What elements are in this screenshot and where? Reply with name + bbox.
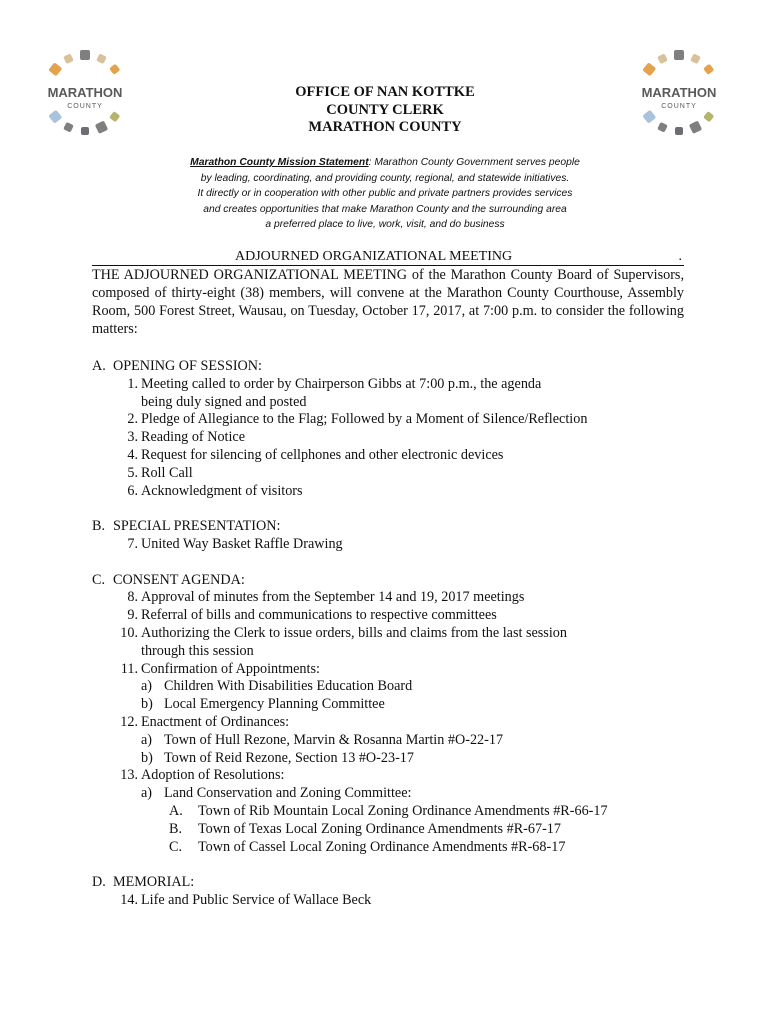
agenda-item — [92, 767, 692, 785]
item-number: 13. — [120, 767, 138, 784]
item-text: Acknowledgment of visitors — [141, 482, 303, 499]
section-title — [92, 358, 692, 376]
office-header — [0, 84, 770, 137]
section-memorial — [92, 874, 692, 910]
item-text: Reading of Notice — [141, 429, 246, 446]
header-county: MARATHON COUNTY — [308, 119, 462, 135]
section-opening — [92, 358, 692, 500]
agenda-item — [92, 411, 692, 429]
item-text: Referral of bills and communications to respective committees — [141, 607, 497, 624]
section-heading: SPECIAL PRESENTATION: — [113, 518, 281, 535]
meeting-title-period: . — [678, 249, 682, 264]
subsubitem-text: Town of Texas Local Zoning Ordinance Amendments #R-67-17 — [198, 820, 561, 837]
agenda-subsubitem — [92, 821, 692, 839]
section-letter: D. — [92, 874, 106, 891]
logo-tile — [642, 62, 656, 76]
agenda-item-continuation — [92, 643, 692, 661]
item-text: Approval of minutes from the September 14 and 19, 2017 meetings — [141, 589, 525, 606]
item-text: being duly signed and posted — [141, 393, 307, 410]
mission-line-5: a preferred place to live, work, visit, and do business — [265, 219, 505, 231]
subitem-letter: b) — [141, 749, 153, 766]
agenda-item — [92, 607, 692, 625]
agenda-item — [92, 429, 692, 447]
agenda-subitem — [92, 785, 692, 803]
mission-line-1: : Marathon County Government serves people — [368, 157, 580, 168]
item-number: 1. — [127, 375, 138, 392]
subitem-letter: a) — [141, 731, 153, 748]
subitem-text: Town of Hull Rezone, Marvin & Rosanna Martin #O-22-17 — [164, 731, 504, 748]
logo-name: MARATHON — [641, 85, 717, 100]
item-number: 12. — [120, 713, 138, 730]
item-number: 14. — [120, 891, 138, 908]
item-text: United Way Basket Raffle Drawing — [141, 535, 343, 552]
item-text: Confirmation of Appointments: — [141, 660, 320, 677]
subitem-text: Town of Reid Rezone, Section 13 #O-23-17 — [164, 749, 414, 766]
logo-tile — [674, 50, 684, 60]
logo-tile — [80, 50, 90, 60]
section-heading: MEMORIAL: — [113, 874, 195, 891]
section-consent-agenda — [92, 572, 692, 857]
item-text: Roll Call — [141, 464, 193, 481]
logo-tile — [109, 64, 120, 75]
agenda-item — [92, 483, 692, 501]
subsubitem-letter: B. — [169, 820, 183, 837]
agenda-item — [92, 465, 692, 483]
meeting-intro: THE ADJOURNED ORGANIZATIONAL MEETING of the Marathon County Board of Supervisors, composed of thirty-eight (38) members, will convene at the Marathon County Courthouse, Assembly Room, 500 Forest Street, Wausau, on Tuesday, October 17, 2017, at 7:00 p.m. to consider the following matters: — [92, 267, 684, 337]
mission-line-2: by leading, coordinating, and providing county, regional, and statewide initiatives. — [200, 172, 570, 184]
section-title — [92, 874, 692, 892]
header-office: OFFICE OF NAN KOTTKE — [295, 84, 475, 100]
item-text: through this session — [141, 642, 254, 659]
section-title — [92, 518, 692, 536]
agenda-item-continuation — [92, 394, 692, 412]
item-text: Meeting called to order by Chairperson Gibbs at 7:00 p.m., the agenda — [141, 375, 542, 392]
agenda-item — [92, 536, 692, 554]
item-number: 10. — [120, 624, 138, 641]
item-text: Life and Public Service of Wallace Beck — [141, 891, 372, 908]
agenda-item — [92, 376, 692, 394]
logo-tile — [96, 53, 107, 64]
agenda-subitem — [92, 696, 692, 714]
agenda-item — [92, 589, 692, 607]
section-title — [92, 572, 692, 590]
item-number: 2. — [127, 411, 138, 428]
item-number: 9. — [127, 607, 138, 624]
logo-tile — [703, 64, 714, 75]
logo-tile — [690, 53, 701, 64]
mission-line-4: and creates opportunities that make Marathon County and the surrounding area — [203, 203, 567, 215]
agenda-subsubitem — [92, 803, 692, 821]
item-text: Request for silencing of cellphones and other electronic devices — [141, 446, 504, 463]
item-number: 6. — [127, 482, 138, 499]
item-text: Pledge of Allegiance to the Flag; Followed by a Moment of Silence/Reflection — [141, 411, 588, 428]
agenda-item — [92, 625, 692, 643]
subitem-text: Land Conservation and Zoning Committee: — [164, 785, 412, 802]
section-letter: C. — [92, 571, 106, 588]
agenda-subitem — [92, 678, 692, 696]
header-title: COUNTY CLERK — [326, 101, 444, 118]
item-number: 7. — [127, 535, 138, 552]
subitem-letter: a) — [141, 785, 153, 802]
subitem-text: Children With Disabilities Education Board — [164, 678, 413, 695]
mission-line-3: It directly or in cooperation with other public and private partners provides services — [197, 188, 573, 200]
agenda-item — [92, 447, 692, 465]
item-number: 8. — [127, 589, 138, 606]
mission-label: Marathon County Mission Statement — [190, 157, 369, 168]
meeting-title-text: ADJOURNED ORGANIZATIONAL MEETING — [235, 249, 513, 264]
section-heading: OPENING OF SESSION: — [113, 358, 262, 374]
agenda-subitem — [92, 732, 692, 750]
subsubitem-letter: A. — [169, 802, 183, 819]
subitem-letter: b) — [141, 696, 153, 713]
logo-sub: COUNTY — [67, 103, 103, 110]
section-special-presentation — [92, 518, 692, 554]
item-text: Authorizing the Clerk to issue orders, bills and claims from the last session — [141, 624, 567, 641]
subsubitem-text: Town of Cassel Local Zoning Ordinance Amendments #R-68-17 — [198, 838, 566, 855]
agenda-item — [92, 661, 692, 679]
section-heading: CONSENT AGENDA: — [113, 571, 245, 588]
logo-name: MARATHON — [47, 85, 123, 100]
logo-tile — [63, 53, 74, 64]
agenda-subsubitem — [92, 839, 692, 857]
subsubitem-text: Town of Rib Mountain Local Zoning Ordinance Amendments #R-66-17 — [198, 802, 608, 819]
agenda-item — [92, 892, 692, 910]
agenda-subitem — [92, 750, 692, 768]
logo-tile — [48, 62, 62, 76]
item-number: 3. — [127, 429, 138, 446]
item-number: 5. — [127, 464, 138, 481]
item-number: 4. — [127, 446, 138, 463]
agenda — [92, 358, 692, 928]
subitem-letter: a) — [141, 678, 153, 695]
agenda-item — [92, 714, 692, 732]
section-letter: A. — [92, 358, 106, 374]
item-number: 11. — [120, 660, 138, 677]
section-letter: B. — [92, 518, 106, 535]
logo-sub: COUNTY — [661, 103, 697, 110]
meeting-title — [92, 249, 684, 266]
subitem-text: Local Emergency Planning Committee — [164, 696, 385, 713]
item-text: Adoption of Resolutions: — [141, 767, 285, 784]
mission-statement — [150, 155, 620, 233]
subsubitem-letter: C. — [169, 838, 183, 855]
logo-tile — [657, 53, 668, 64]
item-text: Enactment of Ordinances: — [141, 713, 290, 730]
